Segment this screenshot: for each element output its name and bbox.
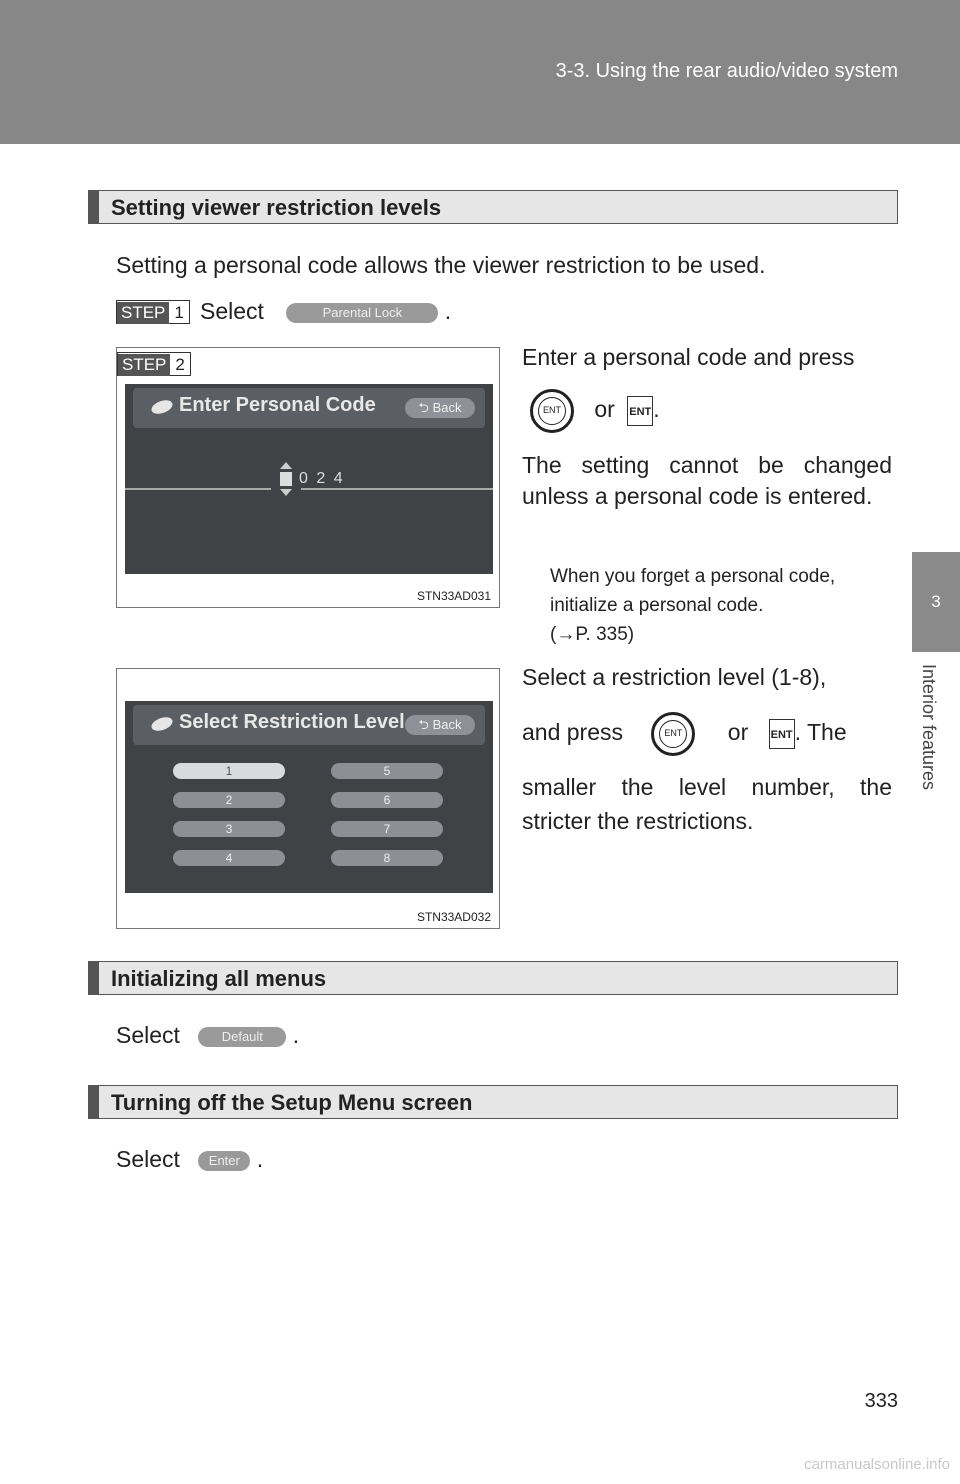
restriction-level-screen (125, 701, 493, 893)
figure-enter-code (116, 347, 500, 608)
step-2-paragraph: The setting cannot be changed unless a personal code is entered. (522, 452, 892, 509)
period: . (444, 298, 452, 324)
period: . (256, 1146, 264, 1172)
step-1-text (200, 298, 451, 325)
page-number: 333 (864, 1390, 898, 1412)
back-button[interactable]: ⮌ Back (405, 715, 475, 735)
step-2-note (550, 562, 835, 649)
back-label: Back (432, 717, 462, 732)
the-word: . The (794, 719, 847, 746)
select-word: Select (116, 1022, 180, 1048)
knob-label: ENT (664, 728, 683, 738)
level-5-button[interactable]: 5 (331, 763, 443, 779)
ent-button-icon: ENT (769, 719, 795, 749)
leaf-icon (150, 715, 175, 734)
page-header (0, 0, 960, 144)
chapter-number: 3 (931, 592, 941, 611)
section-heading: Setting viewer restriction levels (111, 195, 442, 220)
turn-off-instruction (116, 1146, 263, 1173)
chapter-label: Interior features (919, 664, 939, 791)
figure-caption: STN33AD032 (416, 910, 491, 924)
ent-knob-icon (530, 389, 574, 433)
step-1-badge (116, 300, 190, 324)
level-7-button[interactable]: 7 (331, 821, 443, 837)
level-8-button[interactable]: 8 (331, 850, 443, 866)
knob-label: ENT (543, 405, 561, 415)
section-header-initializing (88, 961, 898, 995)
code-digits: 0 2 4 (299, 470, 345, 487)
parental-lock-button[interactable]: Parental Lock (286, 303, 438, 323)
initialize-instruction (116, 1022, 299, 1049)
divider-line (125, 488, 271, 490)
step-2-badge (117, 352, 191, 376)
step-2-instruction: Enter a personal code and press (522, 344, 855, 370)
step-3-line4: stricter the restrictions. (522, 808, 754, 834)
enter-button[interactable]: Enter (198, 1151, 250, 1171)
period: . (653, 396, 660, 423)
or-word: or (727, 719, 749, 746)
step-label: STEP (117, 302, 169, 324)
step-3-line2 (522, 712, 892, 756)
back-label: Back (432, 400, 462, 415)
section-header-turning-off (88, 1085, 898, 1119)
section-heading: Turning off the Setup Menu screen (111, 1090, 473, 1115)
ent-button-icon: ENT (627, 396, 653, 426)
enter-code-screen (125, 384, 493, 574)
step-3-line1: Select a restriction level (1-8), (522, 664, 827, 690)
divider-line (301, 488, 493, 490)
and-press-text: and press (522, 719, 624, 746)
note-line: initialize a personal code. (550, 595, 764, 616)
back-button[interactable]: ⮌ Back (405, 398, 475, 418)
page-reference-link[interactable]: (→P. 335) (550, 624, 635, 645)
ent-knob-icon (651, 712, 695, 756)
level-3-button[interactable]: 3 (173, 821, 285, 837)
screen-title: Select Restriction Level (179, 711, 405, 733)
up-down-arrow-icon[interactable] (280, 462, 292, 496)
select-word: Select (200, 298, 264, 324)
step-number: 1 (174, 303, 184, 322)
chapter-tab (912, 552, 960, 652)
note-line: When you forget a personal code, (550, 566, 836, 587)
section-title: 3-3. Using the rear audio/video system (555, 60, 898, 82)
or-word: or (594, 396, 615, 423)
leaf-icon (150, 398, 175, 417)
level-1-button[interactable]: 1 (173, 763, 285, 779)
screen-title-bar (133, 388, 485, 428)
level-2-button[interactable]: 2 (173, 792, 285, 808)
section-header-restriction (88, 190, 898, 224)
figure-caption: STN33AD031 (416, 589, 491, 603)
screen-title: Enter Personal Code (179, 394, 376, 416)
intro-text: Setting a personal code allows the viewer restriction to be used. (116, 252, 766, 278)
section-heading: Initializing all menus (111, 966, 327, 991)
figure-restriction-level (116, 668, 500, 929)
level-6-button[interactable]: 6 (331, 792, 443, 808)
screen-title-bar (133, 705, 485, 745)
default-button[interactable]: Default (198, 1027, 286, 1047)
level-4-button[interactable]: 4 (173, 850, 285, 866)
period: . (292, 1022, 300, 1048)
step-number: 2 (175, 355, 185, 374)
step-label: STEP (118, 354, 170, 376)
step-2-controls (530, 389, 660, 433)
watermark: carmanualsonline.info (804, 1456, 950, 1473)
select-word: Select (116, 1146, 180, 1172)
step-3-line3: smaller the level number, the (522, 774, 892, 800)
